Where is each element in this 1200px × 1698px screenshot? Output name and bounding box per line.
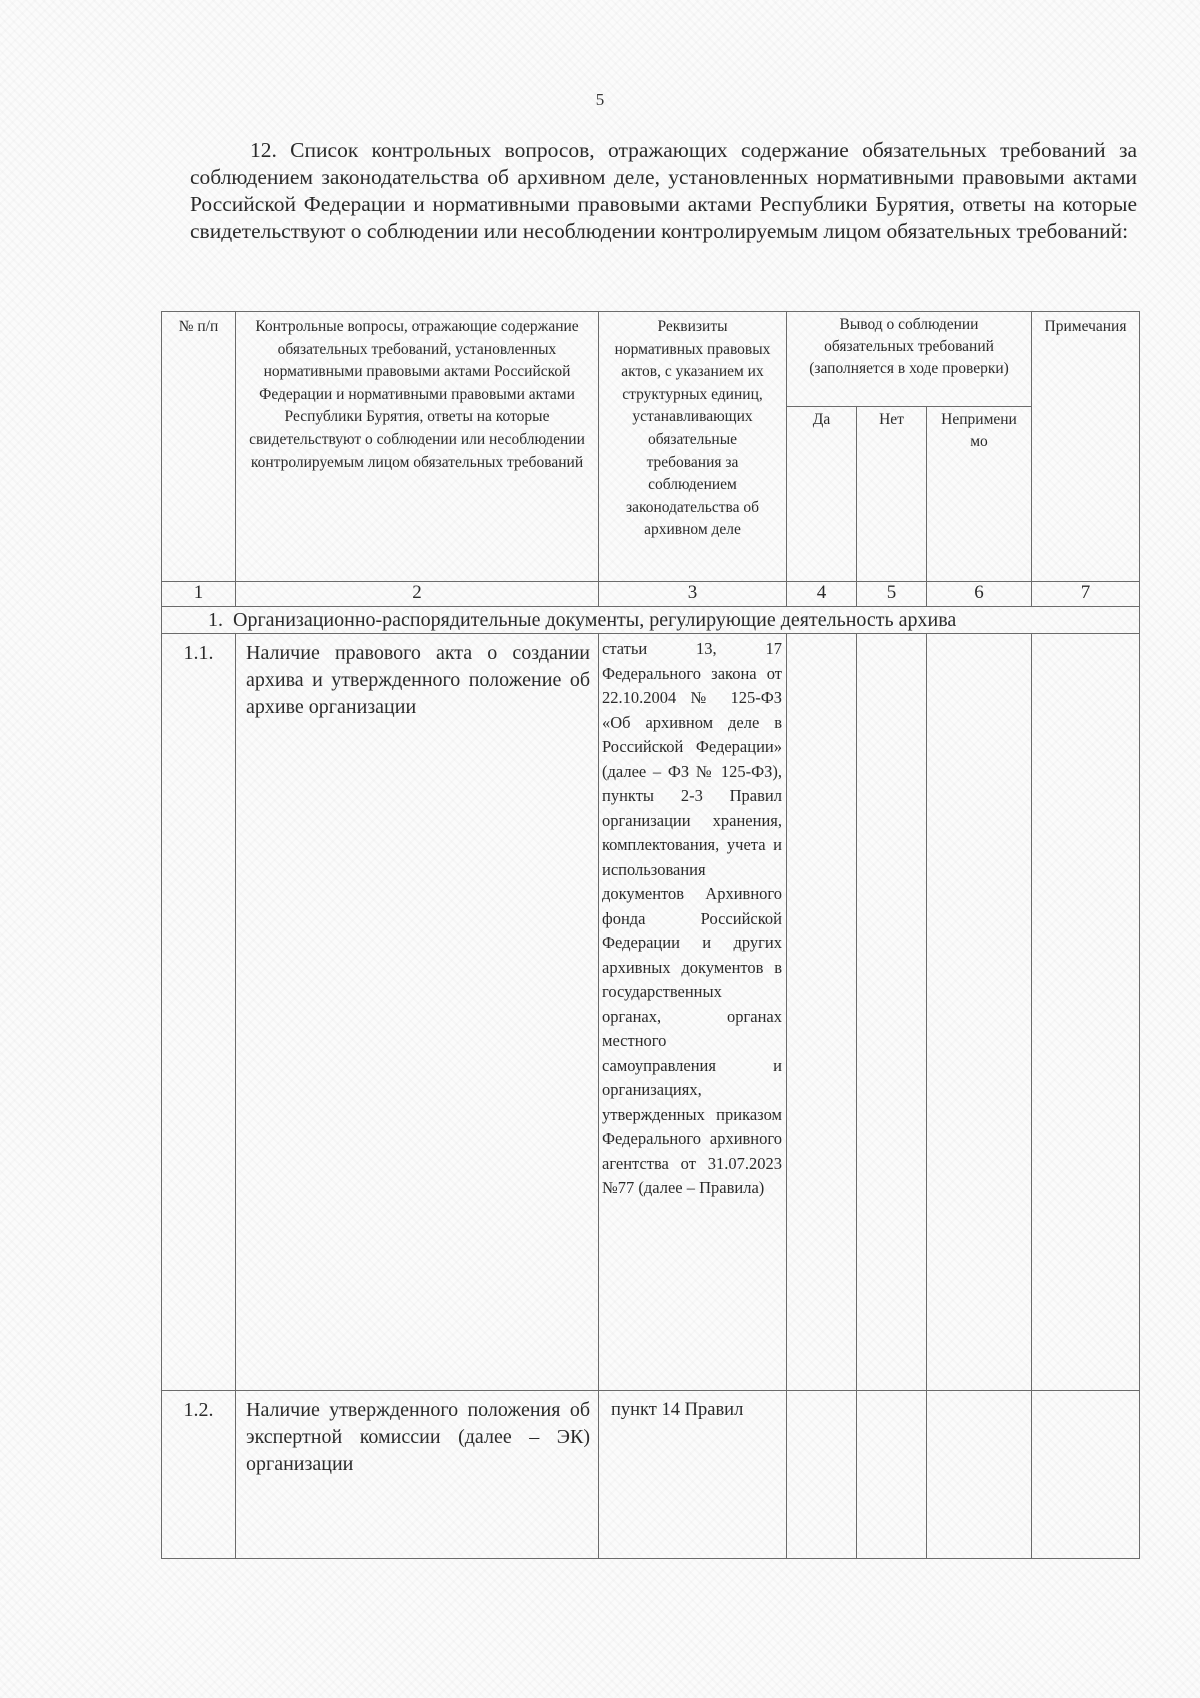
- notes-cell[interactable]: [1032, 634, 1140, 1391]
- answer-not-applicable-cell[interactable]: [927, 1391, 1032, 1559]
- column-number: 4: [787, 582, 857, 607]
- column-number: 1: [162, 582, 236, 607]
- answer-not-applicable-cell[interactable]: [927, 634, 1032, 1391]
- section-row: [162, 607, 1140, 634]
- section-heading: [162, 607, 1140, 634]
- header-row: [162, 312, 1140, 407]
- answer-no-cell[interactable]: [857, 1391, 927, 1559]
- answer-yes-cell[interactable]: [787, 634, 857, 1391]
- header-references: Реквизиты нормативных правовых актов, с указанием их структурных единиц, устанавливающих обязательные требования за соблюдением законодательства об архивном деле: [599, 312, 787, 582]
- table-row: [162, 634, 1140, 1391]
- column-number-row: [162, 582, 1140, 607]
- column-number: 2: [236, 582, 599, 607]
- page-number: 5: [595, 90, 605, 109]
- column-number: 6: [927, 582, 1032, 607]
- header-notes: Примечания: [1032, 312, 1140, 582]
- section-title: Организационно-распорядительные документы, регулирующие деятельность архива: [233, 609, 957, 631]
- row-index: 1.1.: [162, 634, 236, 1391]
- answer-yes-cell[interactable]: [787, 1391, 857, 1559]
- column-number: 5: [857, 582, 927, 607]
- header-no: Нет: [857, 407, 927, 582]
- intro-paragraph: 12. Список контрольных вопросов, отражающих содержание обязательных требований за соблюдением законодательства об архивном деле, установленных нормативными правовыми актами Российской Федерации и нормативными правовыми актами Республики Бурятия, ответы на которые свидетельствуют о соблюдении или несоблюдении контролируемым лицом обязательных требований:: [190, 138, 1137, 243]
- row-question: Наличие правового акта о создании архива и утвержденного положение об архиве организации: [236, 634, 599, 1391]
- header-yes: Да: [787, 407, 857, 582]
- column-number: 7: [1032, 582, 1140, 607]
- notes-cell[interactable]: [1032, 1391, 1140, 1559]
- column-number: 3: [599, 582, 787, 607]
- row-reference: пункт 14 Правил: [599, 1391, 787, 1559]
- row-reference: статьи 13, 17 Федерального закона от 22.10.2004 № 125-ФЗ «Об архивном деле в Российской Федерации» (далее – ФЗ № 125-ФЗ), пункты 2-3 Правил организации хранения, комплектования, учета и использования документов Архивного фонда Российской Федерации и других архивных документов в государственных органах, органах местного самоуправления и организациях, утвержденных приказом Федерального архивного агентства от 31.07.2023 №77 (далее – Правила): [599, 634, 787, 1391]
- section-number: 1.: [208, 609, 223, 631]
- header-index: № п/п: [162, 312, 236, 582]
- row-question: Наличие утвержденного положения об экспертной комиссии (далее – ЭК) организации: [236, 1391, 599, 1559]
- table-row: [162, 1391, 1140, 1559]
- answer-no-cell[interactable]: [857, 634, 927, 1391]
- header-not-applicable: Неприменимо: [927, 407, 1032, 582]
- row-index: 1.2.: [162, 1391, 236, 1559]
- header-conclusion: Вывод о соблюдении обязательных требований (заполняется в ходе проверки): [787, 312, 1032, 407]
- checklist-table: [161, 311, 1140, 1559]
- header-questions: Контрольные вопросы, отражающие содержание обязательных требований, установленных нормативными правовыми актами Российской Федерации и нормативными правовыми актами Республики Бурятия, ответы на которые свидетельствуют о соблюдении или несоблюдении контролируемым лицом обязательных требований: [236, 312, 599, 582]
